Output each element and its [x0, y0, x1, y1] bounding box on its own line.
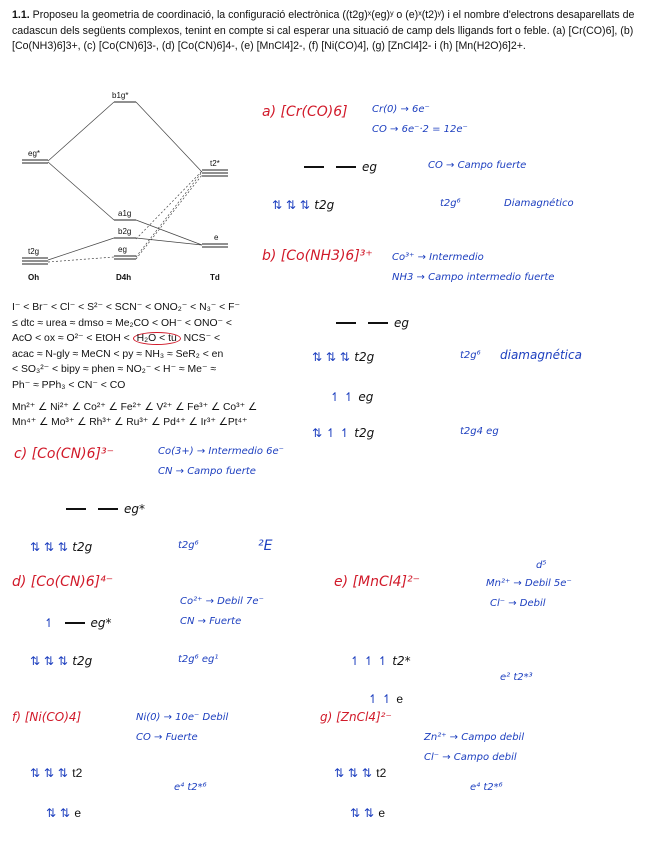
part-b-t2g: ⇅ ⇅ ⇅ t2g	[312, 350, 375, 364]
problem-statement: 1.1. Proposeu la geometria de coordinació, la configuració electrònica ((t2g)ˣ(eg)ʸ o (e)ˣ(t2)ʸ) i el nombre d'electrons desaparellats de cadascun dels següents complexos, tenint en compte si cal esperar una situació de camp dels lligands fort o feble. (a) [Cr(CO)6], (b) [Co(NH3)6]3+, (c) [Co(CN)6]3-, (d) [Co(CN)6]4-, (e) [MnCl4]2-, (f) [Ni(CO)4], (g) [ZnCl4]2- i (h) [Mn(H2O)6]2+.	[12, 9, 635, 52]
part-d-t2g: ⇅ ⇅ ⇅ t2g	[30, 654, 93, 668]
spectrochemical-series: I⁻ < Br⁻ < Cl⁻ < S²⁻ < SCN⁻ < ONO₂⁻ < N₃⁻ < F⁻ ≤ dtc ≈ urea ≈ dmso ≈ Me₂CO < OH⁻ < ONO⁻ < AcO < ox ≈ O²⁻ < EtOH < H₂O < tu NCS⁻ < acac ≈ N-gly ≈ MeCN < py ≈ NH₃ ≈ SeR₂ < en < SO₃²⁻ < bipy ≈ phen ≈ NO₂⁻ < H⁻ ≈ Me⁻ ≈ Ph⁻ ≈ PPh₃ < CN⁻ < CO	[12, 302, 240, 391]
level-b1g: b1g*	[112, 92, 129, 100]
part-b-eg: eg	[330, 314, 409, 332]
part-e-e: ↿ ↿ e	[368, 692, 404, 706]
problem-number: 1.1.	[12, 9, 30, 21]
label-d4h: D4h	[116, 273, 132, 282]
part-c-eg: eg*	[60, 500, 145, 518]
part-a-t2g: ⇅ ⇅ ⇅ t2g	[272, 198, 335, 212]
part-e-t2: ↿ ↿ ↿ t2*	[350, 654, 411, 668]
level-eg-oh: eg*	[28, 149, 41, 158]
level-t2-td: t2*	[210, 159, 220, 168]
part-g-e: ⇅ ⇅ e	[350, 806, 386, 820]
part-f-t2: ⇅ ⇅ ⇅ t2	[30, 766, 83, 780]
part-g-label: g) [ZnCl4]²⁻	[320, 710, 392, 724]
level-a1g: a1g	[118, 209, 132, 218]
part-f-label: f) [Ni(CO)4]	[12, 710, 82, 724]
mo-diagram-svg	[14, 92, 264, 292]
circled-ligands: H₂O < tu	[133, 332, 181, 345]
part-a-label: a) [Cr(CO)6]	[262, 104, 348, 120]
level-eg-d4h: eg	[118, 245, 127, 254]
part-b-t2g2: ⇅ ↿ ↿ t2g	[312, 426, 375, 440]
mo-diagram	[14, 92, 264, 292]
level-e-td: e	[214, 233, 219, 242]
part-a-eg: eg	[298, 158, 377, 176]
level-b2g: b2g	[118, 227, 132, 236]
complex-list: (a) [Cr(CO)6], (b) [Co(NH3)6]3+, (c) [Co(CN)6]3-, (d) [Co(CN)6]4-, (e) [MnCl4]2-, (f) [Ni(CO)4], (g) [ZnCl4]2- i (h) [Mn(H2O)6]2+.	[12, 24, 634, 52]
part-d-label: d) [Co(CN)6]⁴⁻	[12, 574, 114, 590]
label-oh: Oh	[28, 273, 40, 282]
label-td: Td	[210, 273, 220, 282]
level-t2g: t2g	[28, 247, 40, 256]
part-b-eg2: ↿ ↿ eg	[330, 390, 374, 404]
part-c-label: c) [Co(CN)6]³⁻	[14, 446, 114, 462]
part-g-t2: ⇅ ⇅ ⇅ t2	[334, 766, 387, 780]
metal-ion-series: Mn²⁺ ∠ Ni²⁺ ∠ Co²⁺ ∠ Fe²⁺ ∠ V²⁺ ∠ Fe³⁺ ∠ Co³⁺ ∠ Mn⁴⁺ ∠ Mo³⁺ ∠ Rh³⁺ ∠ Ru³⁺ ∠ Pd⁴⁺ ∠ Ir³⁺ ∠Pt⁴⁺	[12, 402, 258, 428]
part-f-e: ⇅ ⇅ e	[46, 806, 82, 820]
part-c-t2g: ⇅ ⇅ ⇅ t2g	[30, 540, 93, 554]
part-d-eg: ↿ eg*	[44, 616, 112, 630]
part-e-label: e) [MnCl4]²⁻	[334, 574, 420, 590]
part-b-label: b) [Co(NH3)6]³⁺	[262, 248, 373, 264]
